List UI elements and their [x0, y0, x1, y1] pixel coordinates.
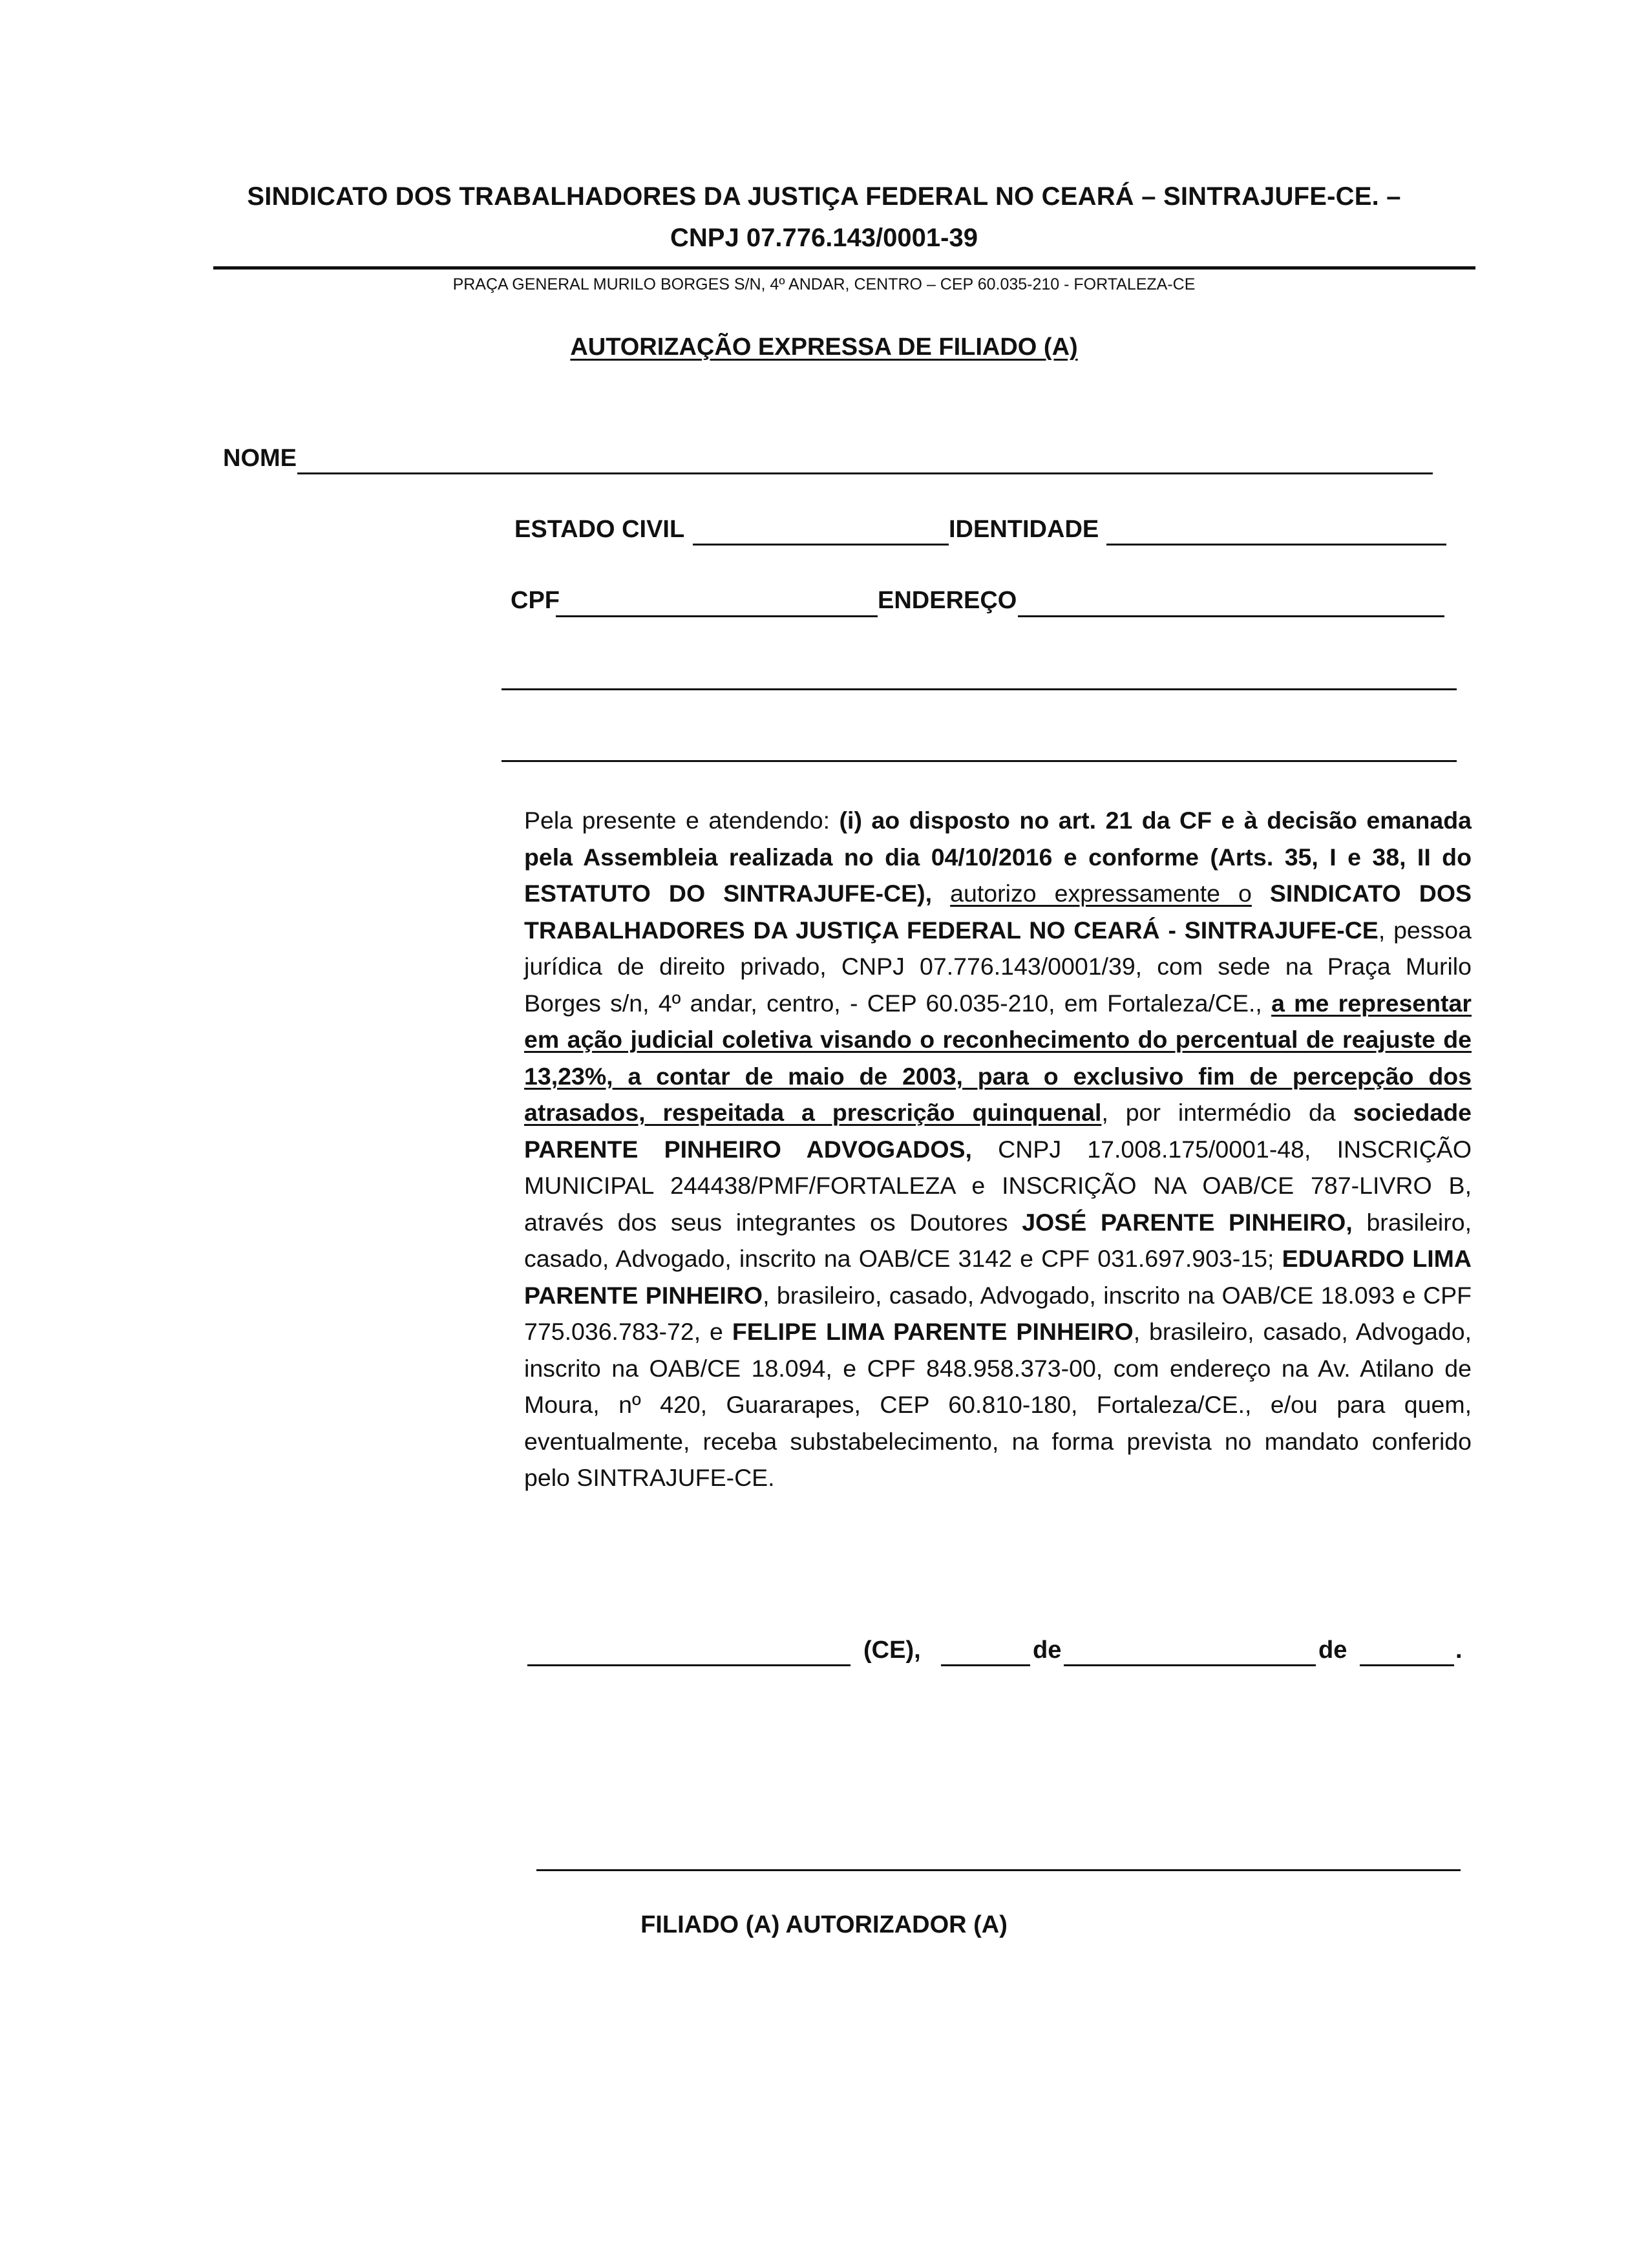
estado-civil-field[interactable] [693, 544, 949, 546]
body-bold-segment: EDUARDO LIMA PARENTE PINHEIRO [524, 1245, 1472, 1309]
body-text-segment: , pessoa jurídica de direito privado, CNPJ 07.776.143/0001/39, com sede na Praça Murilo Borges s/n, 4º andar, centro, - CEP 60.035-210, em Fortaleza/CE., [524, 916, 1472, 1017]
cpf-field[interactable] [556, 615, 878, 617]
city-field[interactable] [527, 1664, 850, 1666]
endereco-label: ENDEREÇO [878, 587, 1017, 614]
month-field[interactable] [1064, 1664, 1316, 1666]
header-divider [213, 266, 1475, 270]
body-text-segment [932, 880, 950, 907]
body-text-segment [1252, 880, 1270, 907]
nome-label: NOME [223, 445, 297, 472]
body-bold-segment: SINDICATO DOS TRABALHADORES DA JUSTIÇA FEDERAL NO CEARÁ - SINTRAJUFE-CE [524, 880, 1472, 944]
body-text-segment: brasileiro, casado, Advogado, inscrito na OAB/CE 3142 e CPF 031.697.903-15; [524, 1208, 1472, 1272]
identidade-label: IDENTIDADE [949, 516, 1099, 543]
body-text-segment: , brasileiro, casado, Advogado, inscrito na OAB/CE 18.093 e CPF 775.036.783-72, e [524, 1281, 1472, 1345]
body-bold-segment: JOSÉ PARENTE PINHEIRO, [1022, 1208, 1353, 1236]
body-underlined-segment: autorizo expressamente o [950, 880, 1252, 907]
body-bold-segment: sociedade PARENTE PINHEIRO ADVOGADOS, [524, 1099, 1472, 1163]
body-text-segment: , por intermédio da [1101, 1099, 1353, 1126]
signature-label: FILIADO (A) AUTORIZADOR (A) [640, 1911, 1008, 1938]
de-label-2: de [1318, 1637, 1347, 1664]
body-bold-segment: (i) ao disposto no art. 21 da CF e à decisão emanada pela Assembleia realizada no dia 04/10/2016 e conforme (Arts. 35, I e 38, II do ESTATUTO DO SINTRAJUFE-CE), [524, 807, 1472, 907]
de-label-1: de [1033, 1637, 1062, 1664]
identidade-field[interactable] [1106, 544, 1446, 546]
union-cnpj: CNPJ 07.776.143/0001-39 [670, 224, 978, 252]
document-title-text: AUTORIZAÇÃO EXPRESSA DE FILIADO (A) [570, 334, 1078, 361]
cpf-label: CPF [511, 587, 560, 614]
signature-line[interactable] [536, 1869, 1461, 1871]
body-text-segment: , brasileiro, casado, Advogado, inscrito na OAB/CE 18.094, e CPF 848.958.373-00, com endereço na Av. Atilano de Moura, nº 420, Guararapes, CEP 60.810-180, Fortaleza/CE., e/ou para quem, eventualmente, receba substabelecimento, na forma prevista no mandato conferido pelo SINTRAJUFE-CE. [524, 1318, 1472, 1491]
nome-field[interactable] [297, 472, 1433, 474]
body-text-segment: Pela presente e atendendo: [524, 807, 840, 834]
estado-civil-label: ESTADO CIVIL [514, 516, 685, 543]
day-field[interactable] [941, 1664, 1030, 1666]
ce-label: (CE), [863, 1637, 921, 1664]
endereco-line-2[interactable] [502, 688, 1457, 690]
authorization-paragraph [524, 802, 1472, 1496]
body-text-segment: CNPJ 17.008.175/0001-48, INSCRIÇÃO MUNICIPAL 244438/PMF/FORTALEZA e INSCRIÇÃO NA OAB/CE 787-LIVRO B, através dos seus integrantes os Doutores [524, 1135, 1472, 1236]
date-period: . [1455, 1637, 1463, 1664]
body-bold-underlined-segment: a me representar em ação judicial coletiva visando o reconhecimento do percentual de reajuste de 13,23%, a contar de maio de 2003, para o exclusivo fim de percepção dos atrasados, respeitada a prescrição quinquenal [524, 989, 1472, 1126]
union-address: PRAÇA GENERAL MURILO BORGES S/N, 4º ANDAR, CENTRO – CEP 60.035-210 - FORTALEZA-CE [452, 275, 1196, 293]
document-title [194, 334, 1454, 361]
body-bold-segment: FELIPE LIMA PARENTE PINHEIRO [732, 1318, 1134, 1345]
endereco-field[interactable] [1018, 615, 1444, 617]
endereco-line-3[interactable] [502, 760, 1457, 762]
union-name: SINDICATO DOS TRABALHADORES DA JUSTIÇA FEDERAL NO CEARÁ – SINTRAJUFE-CE. – [247, 182, 1401, 211]
year-field[interactable] [1360, 1664, 1454, 1666]
